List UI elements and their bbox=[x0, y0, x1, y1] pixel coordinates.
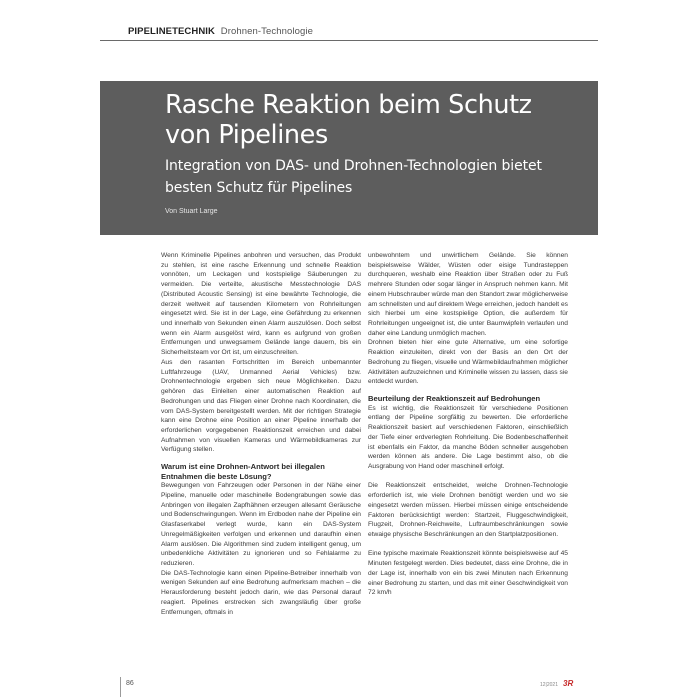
paragraph: Wenn Kriminelle Pipelines anbohren und versuchen, das Produkt zu stehlen, ist eine rasche Erkennung und schnelle Reaktion vonnöten, um Leckagen und kostspielige Säuberungen zu vermeiden. Die verteilte, akustische Messtechnologie DAS (Distributed Acoustic Sensing) ist eine bewährte Technologie, die derzeit weltweit auf tausenden Kilometern von Rohrleitungen eingesetzt wird. Sie ist in der Lage, eine Gefährdung zu erkennen und innerhalb von Sekunden einen Alarm auszulösen. Doch selbst wenn ein Alarm ausgelöst wird, kann es aufgrund von großen Entfernungen und unwegsamem Gelände lange dauern, bis ein Sicherheitsteam vor Ort ist, um einzuschreiten. bbox=[161, 252, 361, 357]
page-number: 86 bbox=[126, 680, 134, 687]
left-column bbox=[161, 251, 361, 617]
footer-rule bbox=[120, 677, 121, 697]
paragraph: Die Reaktionszeit entscheidet, welche Drohnen-Technologie erforderlich ist, wie viele Drohnen benötigt werden und wo sie eingesetzt werden müssen. Hierbei müssen einige entscheidende Faktoren berücksichtigt werden: Startzeit, Fluggeschwindigkeit, Flugzeit, Drohnen-Reichweite, Luftraumbeschränkungen sowie etwaige physische Beschränkungen an den Startplatzpositionen. bbox=[368, 482, 568, 538]
running-header bbox=[128, 26, 598, 37]
right-column bbox=[368, 251, 568, 598]
article-subtitle: Integration von DAS- und Drohnen-Technologien bietet besten Schutz für Pipelines bbox=[165, 158, 542, 196]
section-label: PIPELINETECHNIK bbox=[128, 26, 216, 37]
article-title: Rasche Reaktion beim Schutz von Pipelines bbox=[165, 90, 532, 150]
paragraph: unbewohntem und unwirtlichem Gelände. Sie können beispielsweise Wälder, Wüsten oder eisige Tundrasteppen durchqueren, weshalb eine Reaktion über Straßen oder zu Fuß mehrere Stunden oder sogar länger in Anspruch nehmen kann. Mit einem Hubschrauber würde man den Standort zwar möglicherweise am schnellsten und auf direktem Wege erreichen, jedoch handelt es sich hierbei um eine kostspielige Option, die außerdem für Rohrleitungen ungeeignet ist, die unter Baumwipfeln verlaufen und daher eine Landung unmöglich machen. bbox=[368, 252, 568, 337]
issue-label: 12|2021 bbox=[540, 682, 558, 688]
paragraph: Es ist wichtig, die Reaktionszeit für verschiedene Positionen entlang der Pipeline sorgfältig zu bewerten. Die erforderliche Reaktionszeit basiert auf verschiedenen Faktoren, einschließlich der Tiefe einer erdverlegten Rohrleitung. Die Bodenbeschaffenheit ist ebenfalls ein Faktor, da manche Böden schneller ausgehoben werden können als andere. Die Lage bestimmt also, ob die Ausgrabung von Hand oder maschinell erfolgt. bbox=[368, 404, 568, 470]
publication-logo: 3R bbox=[563, 679, 574, 688]
section-heading: Warum ist eine Drohnen-Antwort bei illegalen Entnahmen die beste Lösung? bbox=[161, 462, 325, 481]
paragraph: Drohnen bieten hier eine gute Alternative, um eine sofortige Reaktion einzuleiten, direkt von der Basis an den Ort der Bedrohung zu fliegen, visuelle und Wärmebildaufnahmen möglicher Aktivitäten aufzuzeichnen und Kriminelle wissen zu lassen, dass sie entdeckt wurden. bbox=[368, 339, 568, 386]
header-rule bbox=[100, 40, 598, 41]
title-banner bbox=[100, 81, 598, 235]
paragraph: Die DAS-Technologie kann einen Pipeline-Betreiber innerhalb von wenigen Sekunden auf eine Bedrohung aufmerksam machen – die Herausforderung besteht jedoch darin, wie das Personal darauf reagiert. Pipelines erstrecken sich zwangsläufig über große Entfernungen, oftmals in bbox=[161, 569, 361, 616]
section-heading: Beurteilung der Reaktionszeit auf Bedrohungen bbox=[368, 394, 541, 404]
paragraph: Aus den rasanten Fortschritten im Bereich unbemannter Luftfahrzeuge (UAV, Unmanned Aerial Vehicles) bzw. Drohnentechnologie ergeben sich neue Möglichkeiten. Dazu gehören das Einleiten einer automatischen Reaktion auf Bedrohungen und das Fliegen einer Drohne nach Koordinaten, die vom DAS-System bereitgestellt werden. Mit der richtigen Strategie kann eine Drohne eine Position an einer Pipeline innerhalb der erforderlichen vorgegebenen Reaktionszeit erreichen und dabei Aufnahmen von visuellen Kameras und Wärmebildkameras zur Verfügung stellen. bbox=[161, 358, 361, 454]
paragraph: Bewegungen von Fahrzeugen oder Personen in der Nähe einer Pipeline, manuelle oder maschinelle Bodengrabungen sowie das Anbringen von illegalen Zapfhähnen erzeugen allesamt Geräusche und Bodenschwingungen. Wenn im Erdboden nahe der Pipeline ein Glasfaserkabel verlegt wurde, kann ein DAS-System Unregelmäßigkeiten verfolgen und erkennen und daraufhin einen Alarm auslösen. Die Algorithmen sind zudem intelligent genug, um unbedenkliche Aktivitäten zu ignorieren und so Fehlalarme zu reduzieren. bbox=[161, 482, 361, 568]
subsection-label: Drohnen-Technologie bbox=[220, 26, 313, 37]
paragraph: Eine typische maximale Reaktionszeit könnte beispielsweise auf 45 Minuten festgelegt werden. Dies bedeutet, dass eine Drohne, die in der Lage ist, innerhalb von ein bis zwei Minuten nach Erkennung einer Bedrohung zu starten, und das mit einer Geschwindigkeit von 72 km/h bbox=[368, 550, 568, 597]
article-byline: Von Stuart Large bbox=[165, 208, 218, 215]
